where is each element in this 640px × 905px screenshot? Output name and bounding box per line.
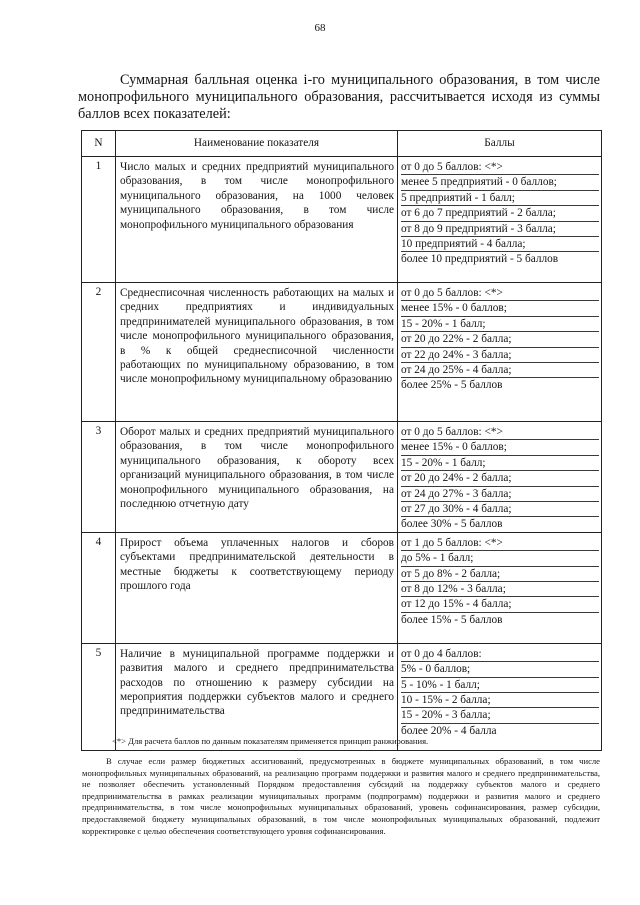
header-num: N — [82, 131, 116, 157]
points-line: от 8 до 9 предприятий - 3 балла; — [401, 222, 599, 237]
points-cell — [398, 283, 602, 422]
points-line: 15 - 20% - 3 балла; — [401, 708, 599, 723]
table-row — [82, 283, 602, 422]
indicator-name: Число малых и средних предприятий муниципального образования, в том числе монопрофильного муниципального образования, на 1000 человек муниципального образования, в том числе монопрофильного муниципального образования — [116, 157, 398, 283]
table-row — [82, 157, 602, 283]
points-line: 5 - 10% - 1 балл; — [401, 678, 599, 693]
points-line: 5% - 0 баллов; — [401, 662, 599, 677]
header-indicator-name: Наименование показателя — [116, 131, 398, 157]
points-line: от 0 до 4 баллов: — [401, 647, 599, 662]
points-line: 15 - 20% - 1 балл; — [401, 456, 599, 471]
intro-paragraph: Суммарная балльная оценка i-го муниципального образования, в том числе монопрофильного муниципального образования, рассчитывается исходя из суммы баллов всех показателей: — [78, 72, 600, 122]
points-line: от 20 до 22% - 2 балла; — [401, 332, 599, 347]
points-line: более 20% - 4 балла — [401, 724, 497, 737]
header-points: Баллы — [398, 131, 602, 157]
points-line: менее 15% - 0 баллов; — [401, 301, 599, 316]
cofinancing-note: В случае если размер бюджетных ассигнований, предусмотренных в бюджете муниципальных образований, в том числе монопрофильных муниципальных образований, на реализацию программ поддержки и развития малого и среднего предпринимательства, не позволяет обеспечить установленный Порядком предоставления субсидий на поддержку субъектов малого и среднего предпринимательства в рамках реализации муниципальных программ (подпрограмм) поддержки и развития малого и среднего предпринимательства, в том числе монопрофильных муниципальных образований, уровень софинансирования, размер субсидии, предоставляемой бюджету муниципальных образований, в том числе монопрофильных муниципальных образований, подлежит корректировке с целью обеспечения соответствующего уровня софинансирования. — [82, 756, 600, 836]
points-cell — [398, 643, 602, 750]
points-line: более 30% - 5 баллов — [401, 518, 503, 531]
row-number: 5 — [82, 643, 116, 750]
table-row — [82, 532, 602, 643]
scores-table — [81, 130, 602, 751]
points-line: более 25% - 5 баллов — [401, 379, 503, 392]
row-number: 1 — [82, 157, 116, 283]
indicator-name: Прирост объема уплаченных налогов и сборов субъектами предпринимательской деятельности в местные бюджеты к соответствующему периоду прошлого года — [116, 532, 398, 643]
points-line: от 24 до 27% - 3 балла; — [401, 487, 599, 502]
points-line: от 0 до 5 баллов: <*> — [401, 160, 599, 175]
points-line: более 10 предприятий - 5 баллов — [401, 253, 559, 266]
points-line: от 20 до 24% - 2 балла; — [401, 471, 599, 486]
table-row — [82, 643, 602, 750]
points-line: от 0 до 5 баллов: <*> — [401, 286, 599, 301]
row-number: 4 — [82, 532, 116, 643]
points-line: от 12 до 15% - 4 балла; — [401, 597, 599, 612]
points-line: 15 - 20% - 1 балл; — [401, 317, 599, 332]
points-line: от 8 до 12% - 3 балла; — [401, 582, 599, 597]
points-line: до 5% - 1 балл; — [401, 551, 599, 566]
indicator-name: Среднесписочная численность работающих на малых и средних предприятиях и индивидуальных предпринимателей муниципального образования, в том числе монопрофильного муниципального образования, в % к общей среднесписочной численности работающих по муниципальному образованию, в том числе монопрофильному муниципальному образованию — [116, 283, 398, 422]
points-line: 10 - 15% - 2 балла; — [401, 693, 599, 708]
points-line: 5 предприятий - 1 балл; — [401, 191, 599, 206]
indicator-name: Оборот малых и средних предприятий муниципального образования, в том числе монопрофильного муниципального образования, к обороту всех организаций муниципального образования, в том числе монопрофильного муниципального образования, на последнюю отчетную дату — [116, 422, 398, 533]
points-cell — [398, 422, 602, 533]
points-line: более 15% - 5 баллов — [401, 613, 503, 626]
points-line: от 1 до 5 баллов: <*> — [401, 536, 599, 551]
page-number: 68 — [314, 22, 326, 34]
footnote: <*> Для расчета баллов по данным показателям применяется принцип ранжирования. — [112, 736, 429, 746]
table-row — [82, 422, 602, 533]
row-number: 3 — [82, 422, 116, 533]
points-line: менее 15% - 0 баллов; — [401, 440, 599, 455]
points-line: от 27 до 30% - 4 балла; — [401, 502, 599, 517]
points-line: от 0 до 5 баллов: <*> — [401, 425, 599, 440]
row-number: 2 — [82, 283, 116, 422]
points-line: от 24 до 25% - 4 балла; — [401, 363, 599, 378]
table-header-row — [82, 131, 602, 157]
indicator-name: Наличие в муниципальной программе поддержки и развития малого и среднего предпринимательства расходов по отношению к размеру субсидии на мероприятия поддержки субъектов малого и среднего предпринимательства — [116, 643, 398, 750]
points-line: от 6 до 7 предприятий - 2 балла; — [401, 206, 599, 221]
points-line: 10 предприятий - 4 балла; — [401, 237, 599, 252]
points-line: от 22 до 24% - 3 балла; — [401, 348, 599, 363]
points-cell — [398, 157, 602, 283]
points-cell — [398, 532, 602, 643]
points-line: менее 5 предприятий - 0 баллов; — [401, 175, 599, 190]
points-line: от 5 до 8% - 2 балла; — [401, 567, 599, 582]
